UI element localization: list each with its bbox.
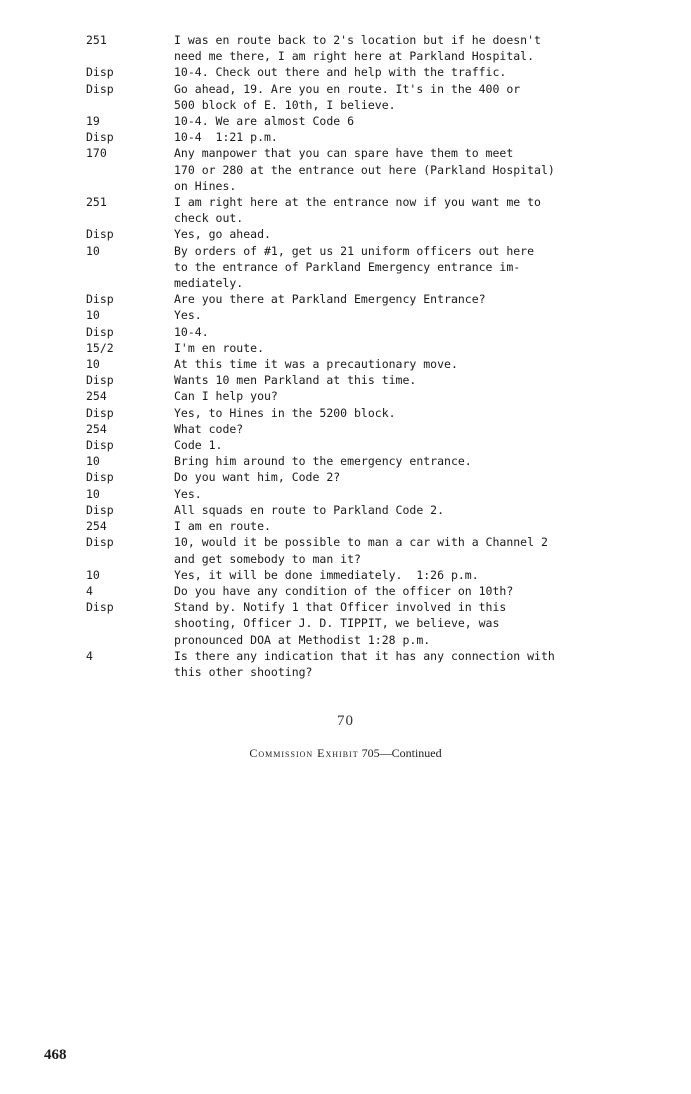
speaker-id: Disp xyxy=(86,600,114,615)
message-text xyxy=(174,534,644,566)
message-line: shooting, Officer J. D. TIPPIT, we believe, was xyxy=(174,616,500,631)
transcript-entry xyxy=(0,453,691,469)
transcript-entry xyxy=(0,226,691,242)
transcript-entry xyxy=(0,486,691,502)
message-line: I am right here at the entrance now if you want me to xyxy=(174,195,541,210)
message-text xyxy=(174,583,644,599)
transcript-entry xyxy=(0,81,691,113)
message-line: and get somebody to man it? xyxy=(174,551,361,566)
message-text xyxy=(174,32,644,64)
message-text xyxy=(174,518,644,534)
message-text xyxy=(174,486,644,502)
message-text xyxy=(174,502,644,518)
transcript-entry xyxy=(0,129,691,145)
transcript-entry xyxy=(0,113,691,129)
transcript-entry xyxy=(0,388,691,404)
transcript-entry xyxy=(0,291,691,307)
transcript-entry xyxy=(0,405,691,421)
speaker-id: 4 xyxy=(86,648,93,663)
message-line: need me there, I am right here at Parkland Hospital. xyxy=(174,49,535,64)
message-line: Code 1. xyxy=(174,438,223,453)
message-line: Can I help you? xyxy=(174,389,278,404)
speaker-id: 254 xyxy=(86,389,107,404)
message-line: pronounced DOA at Methodist 1:28 p.m. xyxy=(174,632,431,647)
message-line: 500 block of E. 10th, I believe. xyxy=(174,97,396,112)
message-text xyxy=(174,324,644,340)
message-line: I am en route. xyxy=(174,519,271,534)
transcript-entry xyxy=(0,194,691,226)
message-line: At this time it was a precautionary move. xyxy=(174,357,458,372)
transcript-entry xyxy=(0,437,691,453)
speaker-id: Disp xyxy=(86,535,114,550)
message-line: Yes. xyxy=(174,486,202,501)
message-line: Yes, it will be done immediately. 1:26 p.m. xyxy=(174,567,479,582)
speaker-id: 10 xyxy=(86,308,100,323)
speaker-id: Disp xyxy=(86,65,114,80)
speaker-id: Disp xyxy=(86,470,114,485)
message-line: Yes, go ahead. xyxy=(174,227,271,242)
message-line: 10-4. xyxy=(174,324,209,339)
transcript-entry xyxy=(0,64,691,80)
speaker-id: 10 xyxy=(86,454,100,469)
message-line: Stand by. Notify 1 that Officer involved in this xyxy=(174,600,507,615)
transcript-entry xyxy=(0,502,691,518)
exhibit-caption-suffix: —Continued xyxy=(379,746,442,760)
message-text xyxy=(174,372,644,388)
message-line: 10-4. Check out there and help with the traffic. xyxy=(174,65,507,80)
exhibit-caption xyxy=(0,746,691,761)
message-text xyxy=(174,307,644,323)
message-text xyxy=(174,356,644,372)
message-line: Yes. xyxy=(174,308,202,323)
speaker-id: 4 xyxy=(86,583,93,598)
transcript-entry xyxy=(0,583,691,599)
message-line: check out. xyxy=(174,211,244,226)
message-line: 170 or 280 at the entrance out here (Parkland Hospital) xyxy=(174,162,555,177)
message-text xyxy=(174,421,644,437)
transcript-entry xyxy=(0,243,691,292)
message-text xyxy=(174,340,644,356)
transcript-entry xyxy=(0,145,691,194)
message-text xyxy=(174,243,644,292)
message-text xyxy=(174,64,644,80)
message-line: mediately. xyxy=(174,276,244,291)
speaker-id: 19 xyxy=(86,114,100,129)
transcript-entry xyxy=(0,599,691,648)
message-line: Yes, to Hines in the 5200 block. xyxy=(174,405,396,420)
speaker-id: 170 xyxy=(86,146,107,161)
message-line: By orders of #1, get us 21 uniform officers out here xyxy=(174,243,535,258)
message-line: this other shooting? xyxy=(174,664,313,679)
radio-transcript xyxy=(0,32,691,680)
speaker-id: Disp xyxy=(86,324,114,339)
message-line: Do you want him, Code 2? xyxy=(174,470,341,485)
transcript-entry xyxy=(0,534,691,566)
message-text xyxy=(174,194,644,226)
transcript-entry xyxy=(0,469,691,485)
speaker-id: Disp xyxy=(86,405,114,420)
speaker-id: Disp xyxy=(86,292,114,307)
message-line: 10-4 1:21 p.m. xyxy=(174,130,278,145)
speaker-id: Disp xyxy=(86,438,114,453)
message-text xyxy=(174,113,644,129)
speaker-id: 10 xyxy=(86,486,100,501)
transcript-entry xyxy=(0,307,691,323)
transcript-entry xyxy=(0,324,691,340)
message-line: Are you there at Parkland Emergency Entrance? xyxy=(174,292,486,307)
message-line: Is there any indication that it has any connection with xyxy=(174,648,555,663)
exhibit-caption-number: 705 xyxy=(361,746,380,760)
message-line: Do you have any condition of the officer on 10th? xyxy=(174,583,514,598)
speaker-id: Disp xyxy=(86,373,114,388)
message-line: 10-4. We are almost Code 6 xyxy=(174,114,355,129)
message-line: Go ahead, 19. Are you en route. It's in the 400 or xyxy=(174,81,521,96)
transcript-entry xyxy=(0,340,691,356)
folio-number: 70 xyxy=(337,713,354,729)
transcript-entry xyxy=(0,648,691,680)
message-line: I'm en route. xyxy=(174,340,265,355)
speaker-id: Disp xyxy=(86,227,114,242)
message-text xyxy=(174,145,644,194)
message-text xyxy=(174,388,644,404)
speaker-id: 254 xyxy=(86,421,107,436)
message-text xyxy=(174,453,644,469)
message-line: on Hines. xyxy=(174,178,237,193)
transcript-entry xyxy=(0,372,691,388)
transcript-entry xyxy=(0,32,691,64)
speaker-id: 15/2 xyxy=(86,340,114,355)
message-line: All squads en route to Parkland Code 2. xyxy=(174,502,445,517)
message-line: I was en route back to 2's location but if he doesn't xyxy=(174,33,541,47)
speaker-id: 254 xyxy=(86,519,107,534)
page-number: 468 xyxy=(44,1047,67,1063)
speaker-id: 251 xyxy=(86,195,107,210)
message-line: Any manpower that you can spare have them to meet xyxy=(174,146,514,161)
message-text xyxy=(174,567,644,583)
message-line: What code? xyxy=(174,421,244,436)
message-text xyxy=(174,81,644,113)
transcript-entry xyxy=(0,518,691,534)
speaker-id: Disp xyxy=(86,502,114,517)
speaker-id: 10 xyxy=(86,357,100,372)
speaker-id: 10 xyxy=(86,243,100,258)
speaker-id: Disp xyxy=(86,130,114,145)
exhibit-caption-label: Commission Exhibit xyxy=(249,746,359,760)
transcript-entry xyxy=(0,567,691,583)
message-text xyxy=(174,226,644,242)
message-text xyxy=(174,469,644,485)
speaker-id: 251 xyxy=(86,33,107,47)
message-text xyxy=(174,405,644,421)
message-text xyxy=(174,129,644,145)
transcript-entry xyxy=(0,356,691,372)
message-line: to the entrance of Parkland Emergency entrance im- xyxy=(174,259,521,274)
message-text xyxy=(174,599,644,648)
message-text xyxy=(174,437,644,453)
speaker-id: 10 xyxy=(86,567,100,582)
message-text xyxy=(174,291,644,307)
message-line: 10, would it be possible to man a car with a Channel 2 xyxy=(174,535,548,550)
message-line: Wants 10 men Parkland at this time. xyxy=(174,373,417,388)
message-text xyxy=(174,648,644,680)
transcript-entry xyxy=(0,421,691,437)
speaker-id: Disp xyxy=(86,81,114,96)
message-line: Bring him around to the emergency entrance. xyxy=(174,454,472,469)
